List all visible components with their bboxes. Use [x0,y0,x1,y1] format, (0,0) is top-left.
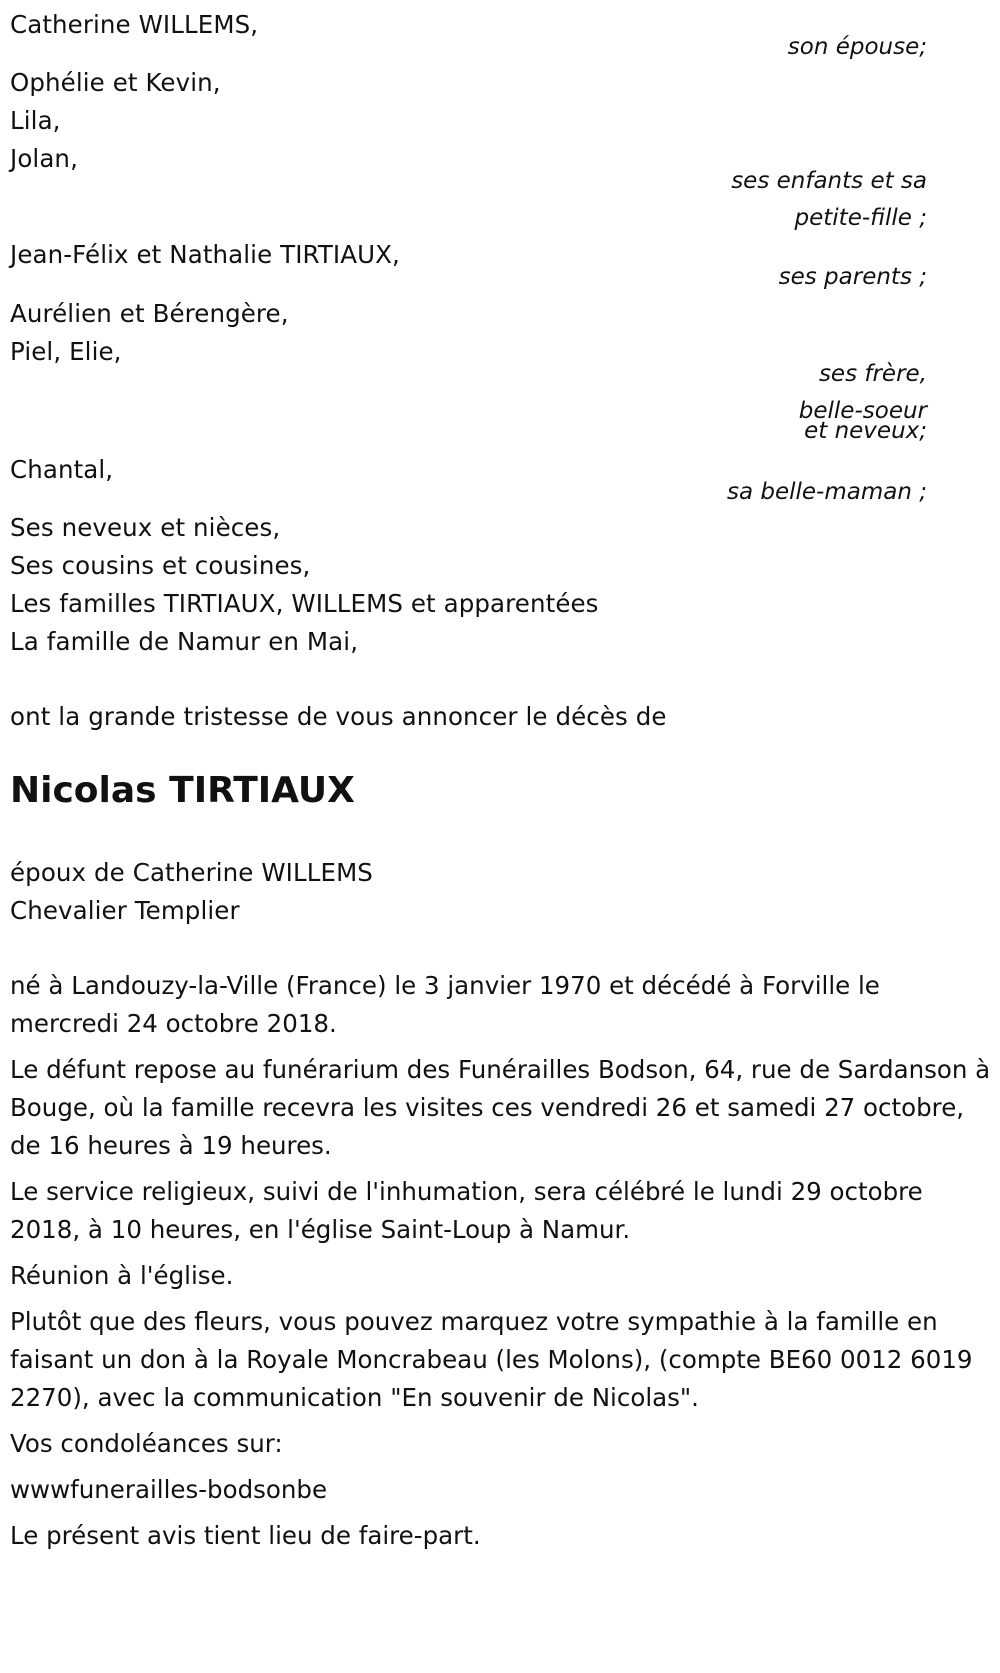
family-name-line: Aurélien et Bérengère, [10,299,289,328]
spouse-line: époux de Catherine WILLEMS [10,858,373,887]
relation-label: et neveux; [804,418,927,444]
condolences-label: Vos condoléances sur: [10,1429,283,1458]
meeting-paragraph: Réunion à l'église. [10,1261,234,1290]
family-name-line: Les familles TIRTIAUX, WILLEMS et apparentées [10,589,599,618]
announcement-text: ont la grande tristesse de vous annoncer le décès de [10,702,667,731]
family-name-line: La famille de Namur en Mai, [10,627,359,656]
family-name-line: Jolan, [10,144,78,173]
relation-label: petite-fille ; [794,205,927,231]
relation-label: ses parents ; [778,264,927,290]
relation-label: sa belle-maman ; [726,479,927,505]
birth-death-paragraph: né à Landouzy-la-Ville (France) le 3 janvier 1970 et décédé à Forville le mercredi 24 octobre 2018. [10,971,880,1038]
donation-paragraph: Plutôt que des fleurs, vous pouvez marquez votre sympathie à la famille en faisant un don à la Royale Moncrabeau (les Molons), (compte BE60 0012 6019 2270), avec la communication "En souvenir de Nicolas". [10,1307,973,1412]
relation-label: ses frère, [818,361,927,387]
relation-label: belle-soeur [798,398,927,424]
closing-note: Le présent avis tient lieu de faire-part. [10,1521,481,1550]
family-name-line: Lila, [10,106,61,135]
family-name-line: Ophélie et Kevin, [10,68,221,97]
visitation-paragraph: Le défunt repose au funérarium des Funérailles Bodson, 64, rue de Sardanson à Bouge, où la famille recevra les visites ces vendredi 26 et samedi 27 octobre, de 16 heures à 19 heures. [10,1055,991,1160]
relation-label: ses enfants et sa [731,168,927,194]
condolences-link[interactable]: wwwfunerailles-bodsonbe [10,1475,328,1504]
family-name-line: Jean-Félix et Nathalie TIRTIAUX, [10,240,400,269]
family-name-line: Ses cousins et cousines, [10,551,311,580]
family-name-line: Catherine WILLEMS, [10,10,259,39]
family-name-line: Ses neveux et nièces, [10,513,281,542]
relation-label: son épouse; [787,34,927,60]
family-name-line: Chantal, [10,455,114,484]
title-line: Chevalier Templier [10,896,240,925]
deceased-name: Nicolas TIRTIAUX [10,770,355,811]
family-name-line: Piel, Elie, [10,337,122,366]
service-paragraph: Le service religieux, suivi de l'inhumation, sera célébré le lundi 29 octobre 2018, à 10 heures, en l'église Saint-Loup à Namur. [10,1177,923,1244]
